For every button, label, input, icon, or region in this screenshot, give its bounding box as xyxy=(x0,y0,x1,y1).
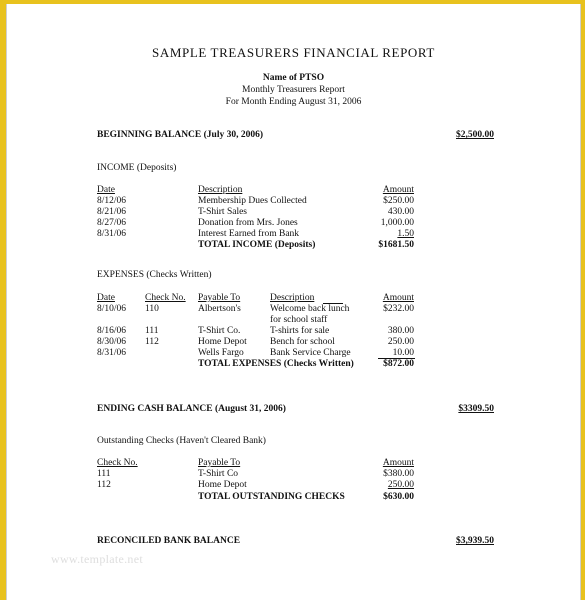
expense-payable-to: T-Shirt Co. xyxy=(198,326,241,336)
expense-description: Welcome back lunch xyxy=(270,304,350,314)
expenses-total-label: TOTAL EXPENSES (Checks Written) xyxy=(198,359,354,369)
income-date: 8/21/06 xyxy=(97,207,127,217)
expense-description: Bank Service Charge xyxy=(270,348,351,358)
expenses-col-amount: Amount xyxy=(382,293,414,303)
income-date: 8/31/06 xyxy=(97,229,127,239)
expense-date: 8/10/06 xyxy=(97,304,127,314)
outstanding-check-number: 112 xyxy=(97,480,111,490)
expense-payable-to: Home Depot xyxy=(198,337,247,347)
income-amount: 1.50 xyxy=(397,229,414,239)
income-description: Donation from Mrs. Jones xyxy=(198,218,298,228)
outstanding-col-payable: Payable To xyxy=(198,458,241,468)
expense-check-number: 111 xyxy=(145,326,159,336)
outstanding-col-amount: Amount xyxy=(382,458,414,468)
expense-date: 8/30/06 xyxy=(97,337,127,347)
outstanding-payable-to: T-Shirt Co xyxy=(198,469,239,479)
income-date: 8/27/06 xyxy=(97,218,127,228)
reconciled-balance-amount: $3,939.50 xyxy=(456,536,494,546)
outstanding-heading: Outstanding Checks (Haven't Cleared Bank) xyxy=(97,436,266,446)
income-description: Membership Dues Collected xyxy=(198,196,307,206)
expense-amount: $232.00 xyxy=(383,304,414,314)
income-amount: 430.00 xyxy=(387,207,414,217)
expense-description-continued: for school staff xyxy=(270,315,328,325)
expenses-heading: EXPENSES (Checks Written) xyxy=(97,270,212,280)
income-total-amount: $1681.50 xyxy=(378,240,414,250)
beginning-balance-amount: $2,500.00 xyxy=(456,130,494,140)
income-col-date: Date xyxy=(97,185,115,195)
expenses-total-amount: $872.00 xyxy=(383,359,414,369)
income-description: T-Shirt Sales xyxy=(198,207,247,217)
report-period: For Month Ending August 31, 2006 xyxy=(225,97,362,107)
reconciled-balance-label: RECONCILED BANK BALANCE xyxy=(97,536,241,546)
outstanding-payable-to: Home Depot xyxy=(198,480,247,490)
ending-balance-label: ENDING CASH BALANCE (August 31, 2006) xyxy=(97,404,286,414)
expense-amount: 10.00 xyxy=(392,348,414,358)
expense-description: Bench for school xyxy=(270,337,335,347)
expenses-col-description: Description xyxy=(270,293,315,303)
expense-date: 8/16/06 xyxy=(97,326,127,336)
outstanding-amount: 250.00 xyxy=(387,480,414,490)
income-description: Interest Earned from Bank xyxy=(198,229,300,239)
report-page xyxy=(6,4,581,600)
expenses-col-date: Date xyxy=(97,293,115,303)
income-col-amount: Amount xyxy=(382,185,414,195)
beginning-balance-label: BEGINNING BALANCE (July 30, 2006) xyxy=(97,130,264,140)
income-col-description: Description xyxy=(198,185,243,195)
expense-payable-to: Albertson's xyxy=(198,304,241,314)
income-date: 8/12/06 xyxy=(97,196,127,206)
expense-check-number: 112 xyxy=(145,337,159,347)
org-name: Name of PTSO xyxy=(262,73,325,83)
expense-check-number: 110 xyxy=(145,304,159,314)
outstanding-total-amount: $630.00 xyxy=(383,492,414,502)
expense-description: T-shirts for sale xyxy=(270,326,330,336)
outstanding-amount: $380.00 xyxy=(383,469,414,479)
report-title: SAMPLE TREASURERS FINANCIAL REPORT xyxy=(152,45,435,60)
expense-amount: 380.00 xyxy=(387,326,414,336)
expense-amount: 250.00 xyxy=(387,337,414,347)
report-type: Monthly Treasurers Report xyxy=(242,85,345,95)
income-total-label: TOTAL INCOME (Deposits) xyxy=(198,240,316,250)
outstanding-total-label: TOTAL OUTSTANDING CHECKS xyxy=(198,492,345,502)
income-amount: 1,000.00 xyxy=(380,218,414,228)
watermark-text: www.template.net xyxy=(51,552,143,566)
outstanding-col-check: Check No. xyxy=(97,458,138,468)
ending-balance-amount: $3309.50 xyxy=(458,404,494,414)
income-amount: $250.00 xyxy=(383,196,414,206)
expense-date: 8/31/06 xyxy=(97,348,127,358)
expenses-col-check: Check No. xyxy=(145,293,186,303)
outstanding-check-number: 111 xyxy=(97,469,111,479)
expenses-col-payable: Payable To xyxy=(198,293,241,303)
expense-payable-to: Wells Fargo xyxy=(198,348,244,358)
income-heading: INCOME (Deposits) xyxy=(97,163,177,173)
